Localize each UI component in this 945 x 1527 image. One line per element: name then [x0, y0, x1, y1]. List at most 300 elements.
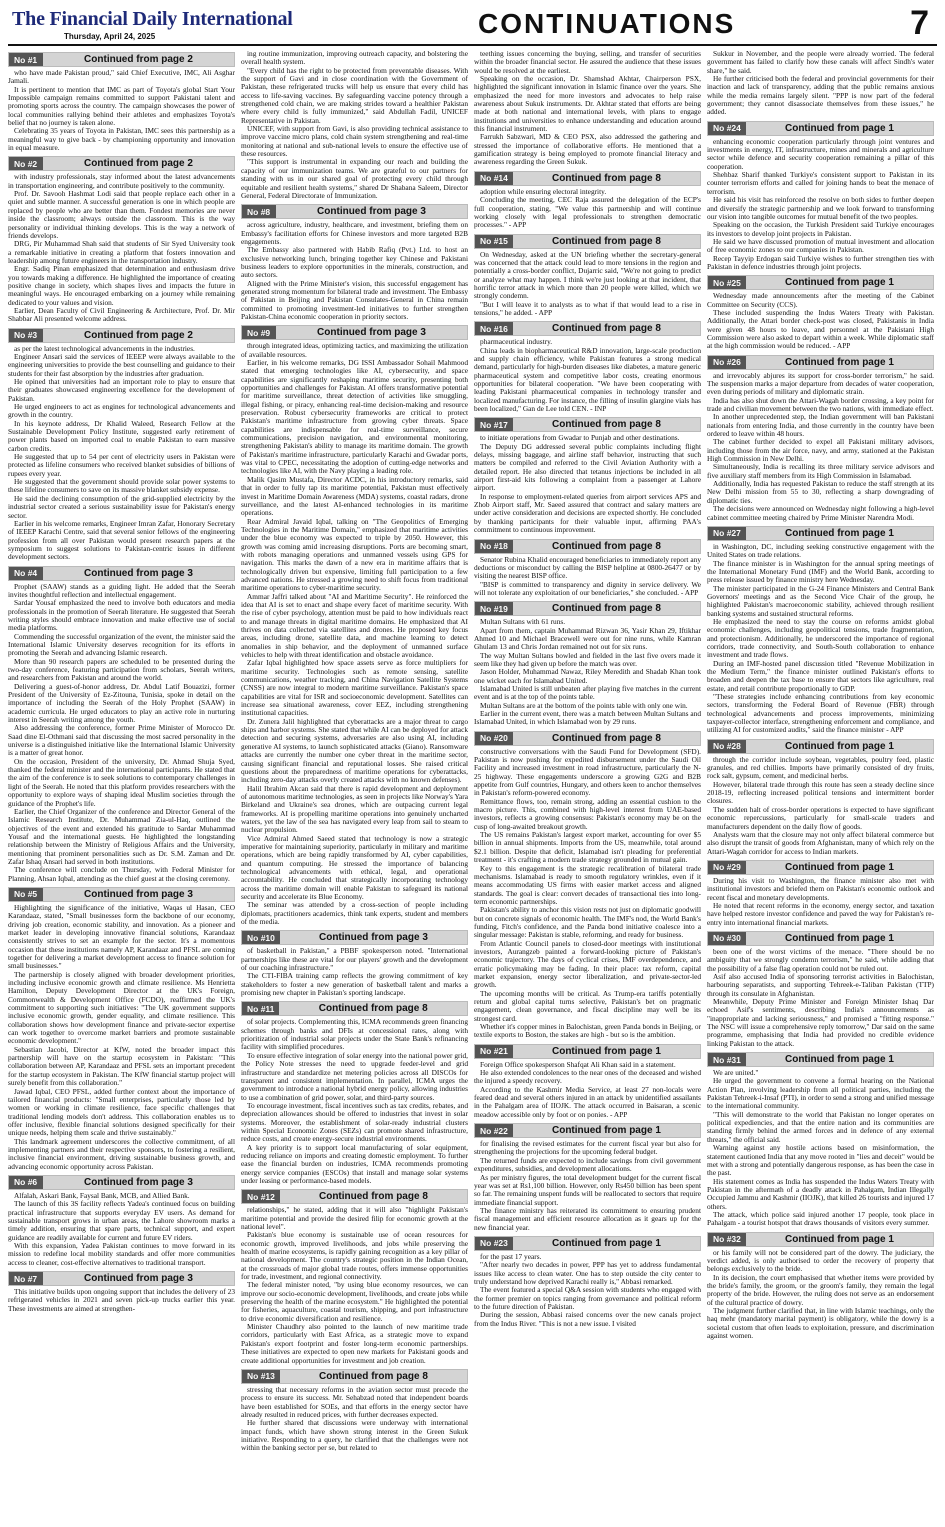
story-paragraph: In another unprecedented step, the Indian government will ban Pakistani nationals from entering India, and those currently in the country have been ordered to leave within 48 hours. — [707, 412, 934, 439]
continuation-story — [8, 1175, 235, 1267]
story-number: No #3 — [9, 329, 43, 342]
continuation-story — [474, 1044, 701, 1119]
story-body — [241, 1018, 468, 1185]
story-paragraph: Alfalah, Askari Bank, Faysal Bank, MCB, and Allied Bank. — [14, 1190, 190, 1200]
story-body — [707, 1069, 934, 1228]
continuation-story — [474, 171, 701, 230]
story-paragraph: Sukkur in November, and the people were already worried. The federal government has failed to clarify how these canals will affect Sindh's water share," he said. — [707, 50, 934, 75]
story-paragraph: Engr. Sadiq Pinan emphasized that determination and enthusiasm drive you towards making a difference. He highlighted the importance of creating positive change in society, which shapes lives and impacts the future in meaningful ways. He encouraged embarking on a journey while remaining dedicated to your values and vision. — [8, 264, 235, 307]
story-number: No #11 — [242, 1002, 279, 1015]
continued-from-label: Continued from page 1 — [551, 1237, 661, 1249]
story-paragraph: In response to employment-related queries from airport services APS and Zhob Airport staff, Mr. Saeed assured that contract and salary matters are under active consideration and decisions are expected shortly. He concluded by thanking participants for their valuable input, affirming PAA's commitment to continuous improvement. — [474, 491, 701, 535]
story-paragraph: The seminar was attended by a cross-section of people including diplomats, practitioners academics, think tank experts, student and members of the media. — [241, 900, 468, 927]
story-paragraph: Jawad Iqbal, CEO PFSL, added further context about the importance of tailored financial products: "Small enterprises, particularly those led by women or working in climate resilience, face specific challenges that traditional lending models don't address. This collaboration enables us to offer inclusive, flexible financial solutions designed specifically for their unique needs, helping them scale and thrive sustainably." — [8, 1086, 235, 1138]
masthead — [8, 4, 937, 46]
story-number: No #4 — [9, 567, 43, 580]
story-body — [474, 338, 701, 413]
story-paragraph: To ensure effective integration of solar energy into the national power grid, the Policy Note stresses the need to upgrade feeder-level and grid infrastructure and standardize net metering policies across all DISCOs for transparent and consistent implementation. In parallel, ICMA urges the government to introduce a national hybrid energy policy, allowing industries to use a combination of grid power, solar, and third-party sources. — [241, 1050, 468, 1102]
story-paragraph: with industry professionals, stay informed about the latest advancements in transportation engineering, and contribute positively to the community. — [8, 172, 235, 190]
story-body — [8, 173, 235, 323]
story-paragraph: "This will demonstrate to the world that Pakistan no longer operates on political expediencies, and that the entire nation and its communities are standing firmly behind the armed forces and in defence of any external threats," the official said. — [707, 1109, 934, 1144]
story-paragraph: Prof. Dr. Savooh Hashmat Lodi said that people replace each other in a quiet and subtle manner. A successful generation is one in which people are replaced by people who are better than them. Fondest memories are never inside the classroom; always outside the classroom. This is the way personality or individual thinking develops. This is the way a network of friends develops. — [8, 189, 235, 240]
story-body — [8, 583, 235, 883]
story-paragraph: The attack, which police said injured another 17 people, took place in Pahalgam - a tourist hotspot that draws thousands of visitors every summer. — [707, 1209, 934, 1228]
continuation-header — [241, 930, 468, 945]
story-paragraph: To encourage investment, fiscal incentives such as tax credits, rebates, and depreciation allowances should be offered to industries that invest in solar systems. Moreover, the establishment of solar-ready industrial clusters within Special Economic Zones (SEZs) can promote shared infrastructure, reduce costs, and create energy-secure industrial environments. — [241, 1100, 468, 1144]
story-paragraph: The finance minister is in Washington for the annual spring meetings of the International Monetary Fund (IMF) and the World Bank, according to press release issued by finance ministry here Wednesday. — [707, 558, 934, 585]
continuation-header — [241, 1001, 468, 1016]
story-paragraph: Commending the successful organization of the event, the minister said the International Islamic University deserves recognition for its efforts in promoting the Seerah and advancing Islamic research. — [8, 631, 235, 658]
story-paragraph: During his visit to Washington, the finance minister also met with institutional investors and briefed them on Pakistan's economic outlook and recent fiscal and monetary developments. — [707, 875, 934, 902]
story-number: No #7 — [9, 1272, 43, 1285]
continued-from-label: Continued from page 1 — [784, 277, 894, 289]
continuation-header — [707, 860, 934, 875]
continued-from-label: Continued from page 8 — [551, 603, 661, 615]
story-paragraph: India has also shut down the Attari-Wagah border crossing, a key point for trade and civilian movement between the two nations, with immediate effect. — [707, 395, 934, 414]
story-body — [474, 748, 701, 1040]
continuation-header — [474, 171, 701, 186]
continued-from-label: Continued from page 1 — [784, 356, 894, 368]
story-number: No #28 — [708, 740, 746, 753]
story-paragraph: Malik Qasim Mustafa, Director ACDC, in his introductory remarks, said that in order to fully tap its maritime potential, Pakistan must effectively invest in Maritime Domain Awareness (MDA) systems, coastal radars, drone surveillance, and the latest AI-enhanced technologies in its maritime operations. — [241, 474, 468, 518]
story-paragraph: Delivering a guest-of-honor address, Dr. Abdul Latif Bouazizi, former President of the University of Ez-Zitouna, Tunisia, spoke in detail on the importance of including the Seerah of the Holy Prophet (SAAW) in academic curricula. He urged educators to play an active role in nurturing interest in Seerah writing among the youth. — [8, 681, 235, 725]
story-paragraph: These included suspending the Indus Waters Treaty with Pakistan. Additionally, the Attari border check-post was closed, Pakistanis in India were given 48 hours to leave, and personnel at the Pakistani High Commission were also asked to depart within a week. While diplomatic staff at the high commission would be reduced. - APP — [707, 307, 934, 351]
continued-from-label: Continued from page 8 — [318, 1191, 428, 1203]
story-body — [707, 138, 934, 272]
story-number: No #2 — [9, 157, 43, 170]
continuation-header — [241, 204, 468, 219]
story-body — [707, 756, 934, 856]
story-number: No #21 — [475, 1045, 513, 1058]
column-1 — [8, 50, 235, 1522]
continuation-story — [8, 887, 235, 1171]
story-paragraph: China leads in biopharmaceutical R&D innovation, large-scale production and supply chain efficiency, while Pakistan features a strong medical demand, particularly for high-burden diseases like diabetes, a mature generic pharmaceutical system and competitive labor costs, creating enormous opportunities for bilateral cooperation. "We have been cooperating with leading Pakistani pharmaceutical companies in technology transfer and localized manufacturing. For instance, the filling of insulin glargine vials has been localized," Gan de Lee told CEN. - INP — [474, 345, 701, 414]
story-paragraph: Ammar Jaffri talked about "AI and Maritime Security". He reinforced the idea that AI is set to enact and shape every facet of maritime security. With the rise of cyber psychology, attention must be paid to how individuals react to and manage threats in digital maritime domains. He emphasized that AI thrives on data collected via satellites and drones. He proposed key focus areas, including drone, satellite data, and machine learning to detect anomalies in ship behavior, and the deployment of unmanned surface vehicles to help with threat identification and obstacle avoidance. — [241, 591, 468, 660]
story-body — [241, 342, 468, 926]
story-paragraph: The way Multan Sultans bowled and fielded in the last five overs made it seem like they had given up before the match was over. — [474, 650, 701, 668]
story-paragraph: relationships," he stated, adding that it will also "highlight Pakistan's maritime potential and provide the desired filip for economic growth at the national level". — [241, 1205, 468, 1231]
continued-from-label: Continued from page 3 — [84, 1273, 193, 1285]
story-paragraph: Aligned with the Prime Minister's vision, this successful engagement has generated strong momentum for bilateral trade and investment. The Embassy of Pakistan in Beijing and Pakistan Consulates-General in China remain committed to promoting investment-led initiatives to further strengthen Pakistan-China economic cooperation in priority sectors. — [241, 278, 468, 321]
continuation-story — [707, 275, 934, 350]
continuation-header — [474, 234, 701, 249]
story-paragraph: Zafar Iqbal highlighted how space assets serve as force multipliers for maritime security. Technologies such as remote sensing, satellite communications, weather tracking, and China Navigation Satellite Systems (CNSS) are now integral to modern maritime surveillance. Pakistan's space capabilities are vital for ISR and socioeconomic development. Satellites can increase sea situational awareness, cover EEZ, including strengthening institutional capacities. — [241, 658, 468, 718]
continuation-header — [707, 1232, 934, 1247]
story-paragraph: Jason Holder, Muhammad Nawaz, Riley Meredith and Shadab Khan took one wicket each for Islamabad United. — [474, 667, 701, 685]
story-body — [241, 1386, 468, 1453]
story-paragraph: Wednesday made announcements after the meeting of the Cabinet Committee on Security (CCS). — [707, 291, 934, 309]
story-body — [707, 292, 934, 350]
story-paragraph: During an IMF-hosted panel discussion titled "Revenue Mobilization in the Medium Term," the finance minister outlined Pakistan's efforts to broaden and deepen the tax base to ensure that sectors like agriculture, real estate, and retail contribute proportionally to GDP. — [707, 658, 934, 693]
continuation-story — [474, 1123, 701, 1232]
story-paragraph: for the past 17 years. — [480, 1251, 542, 1261]
continuation-header — [474, 1236, 701, 1251]
story-paragraph: "After nearly two decades in power, PPP has yet to address fundamental issues like access to clean water. One has to step outside the city center to truly understand how deprived Karachi really is," Abbasi remarked. — [474, 1260, 701, 1286]
story-number: No #22 — [475, 1124, 513, 1137]
story-paragraph: The cabinet further decided to expel all Pakistani military advisors, including those from the air force, navy, and army, stationed at the Pakistan High Commission in New Delhi. — [707, 437, 934, 464]
continued-from-label: Continued from page 3 — [84, 1176, 193, 1188]
story-paragraph: From Atlantic Council panels to closed-door meetings with institutional investors, Aurangzeb painted a forward-looking picture of Pakistan's economic trajectory. The days of cyclical crises, IMF overdependence, and erratic policymaking may be fading. In their place: tax reform, capital market expansion, energy sector liberalization, and private-sector-led growth. — [474, 938, 701, 990]
story-paragraph: The event featured a special Q&A session with students who engaged with the former premier on topics ranging from governance and political reform to the future direction of Pakistan. — [474, 1285, 701, 1311]
continuation-story — [8, 328, 235, 562]
story-paragraph: in Washington, DC, including seeking constructive engagement with the United States on trade relations. — [707, 541, 934, 560]
story-paragraph: He suggested that the government should provide solar power systems to these lifeline consumers to save on its massive blanket subsidy expense. — [8, 477, 235, 495]
continuation-story — [241, 1369, 468, 1453]
story-body — [707, 543, 934, 735]
story-number: No #15 — [475, 235, 513, 248]
story-paragraph: He further shared that discussions were underway with international impact funds, which have shown strong interest in the Green Sukuk initiative. Responding to a query, he clarified that the challenges were not within the banking sector per se, but related to — [241, 1418, 468, 1453]
story-body — [474, 1140, 701, 1232]
story-paragraph: Earlier in the current event, there was a match between Multan Sultans and Islamabad United, in which Islamabad won by 29 runs. — [474, 709, 701, 727]
continued-from-label: Continued from page 3 — [84, 888, 193, 900]
story-paragraph: He urged the government to convene a formal hearing on the National Action Plan, involving leadership from all political parties, including the Pakistan Tehreek-i-Insaf (PTI), in order to send a strong and unified message to the international community. — [707, 1076, 934, 1111]
continued-from-label: Continued from page 8 — [551, 323, 661, 335]
story-paragraph: Foreign Office spokesperson Shafqat Ali Khan said in a statement. — [480, 1059, 676, 1069]
story-body — [474, 556, 701, 598]
story-number: No #8 — [242, 205, 276, 218]
continued-from-label: Continued from page 8 — [551, 732, 661, 744]
story-body — [707, 372, 934, 522]
story-paragraph: "This support is instrumental in expanding our reach and building the capacity of our immunization teams. We are grateful to our partners for standing with us in our shared goal of protecting every child through equitable and resilient health systems," shared Dr Shabana Saleem, Director General, Federal Directorate of Immunization. — [241, 157, 468, 200]
story-body — [707, 50, 934, 117]
continuation-header — [241, 1189, 468, 1204]
continuation-story — [707, 1232, 934, 1341]
continuation-header — [707, 121, 934, 136]
story-paragraph: ing routine immunization, improving outreach capacity, and bolstering the overall health system. — [241, 50, 468, 67]
story-paragraph: Warning against any hostile actions based on misinformation, the statement cautioned India that any move rooted in "lies and deceit" would be met with a strong and potentially dangerous response, as has been the case in the past. — [707, 1143, 934, 1178]
story-paragraph: Dr. Zunera Jalil highlighted that cyberattacks are a major threat to cargo ships and harbor systems. She stated that while AI can be deployed for attack detection and securing systems, adversaries are also using AI, including generative AI systems, to launch sophisticated attacks (Giano). Ransomware attacks are currently the number one cyber threat in the maritime sector, causing significant financial and reputational losses. She raised critical questions about the preparedness of maritime operations for cyberattacks, including zero-day attacks overly created attacks with no known defenses). — [241, 716, 468, 785]
continued-from-label: Continued from page 8 — [318, 1370, 428, 1382]
section-title: CONTINUATIONS — [478, 8, 736, 39]
story-paragraph: Meanwhile, Deputy Prime Minister and Foreign Minister Ishaq Dar echoed Asif's sentiments, describing India's announcements as "inappropriate and lacking seriousness," and promised a "fitting response." The NSC will issue a comprehensive reply tomorrow," Dar said on the same programme, emphasising that India had provided no credible evidence linking Pakistan to the attack. — [707, 997, 934, 1048]
story-number: No #18 — [475, 540, 513, 553]
continuation-story — [707, 860, 934, 927]
story-paragraph: Shehbaz Sharif thanked Turkiye's consistent support to Pakistan in its counter terrorism efforts and called for joining hands to beat the menace of terrorism. — [707, 170, 934, 196]
story-paragraph: Whether it's copper mines in Balochistan, green Panda bonds in Beijing, or textile exports to Boston, the stakes are high - but so is the ambition. — [474, 1022, 701, 1040]
story-paragraph: The Embassy also partnered with Habib Rafiq (Pvt.) Ltd. to host an exclusive networking lunch, bringing together key Chinese and Pakistani business leaders to explore opportunities in the minerals, construction, and auto sectors. — [241, 245, 468, 280]
story-paragraph: More than 90 research papers are scheduled to be presented during the two-day conference, featuring participation from scholars, Seerah writers, and researchers from Pakistan and around the world. — [8, 656, 235, 683]
continued-from-label: Continued from page 1 — [551, 1045, 661, 1057]
story-paragraph: Asif also accused India of sponsoring terrorist activities in Balochistan, harbouring separatists, and supporting Tehreek-e-Taliban Pakistan (TTP) through its consulate in Afghanistan. — [707, 971, 934, 998]
continuation-header — [707, 739, 934, 754]
continued-from-label: Continued from page 1 — [784, 1233, 894, 1245]
continuation-story — [474, 539, 701, 598]
continuation-story — [474, 321, 701, 413]
story-paragraph: Minister Chaudhry also pointed to the launch of new maritime trade corridors, particularly with East Africa, as a strategic move to expand Pakistan's export footprint and foster long-term economic partnerships. These initiatives are expected to open new markets for Pakistani goods and create additional opportunities for investment and job creation. — [241, 1322, 468, 1365]
story-paragraph: "BISP is committed to transparency and dignity in service delivery. We will not tolerate any exploitation of our beneficiaries," she concluded. - APP — [474, 579, 701, 597]
story-paragraph: pharmaceutical industry. — [480, 337, 553, 347]
story-paragraph: Vice Admiral Ahmed Saeed stated that technology is now a strategic imperative for maintaining superiority, particularly in military and maritime operations, which are being rapidly transformed by AI, cyber capabilities, and quantum computing. He stressed the importance of balancing technological advancements with ethical, legal, and operational accountability. He concluded that strategically incorporating technology across the maritime domain will enable Pakistan to safeguard its national security and accelerate its Blue Economy. — [241, 833, 468, 901]
story-body — [707, 948, 934, 1048]
continued-from-label: Continued from page 2 — [84, 54, 193, 65]
story-paragraph: Prophet (SAAW) stands as a guiding light. He added that the Seerah invites thoughtful reflection and intellectual engagement. — [8, 581, 235, 599]
continuation-header — [8, 1271, 235, 1286]
continuation-story — [707, 739, 934, 856]
story-paragraph: "These strategies include enhancing contributions from key economic sectors, transforming the Federal Board of Revenue (FBR) through technological advancements and process improvements, minimizing taxpayer-collector interface, strengthening enforcement and compliance, and utilizing AI for customized audits," said the finance minister - APP — [707, 692, 934, 735]
story-paragraph: He opined that universities had an important role to play to ensure that their graduates showcased engineering excellence for the development of Pakistan. — [8, 377, 235, 403]
continuation-header — [8, 887, 235, 902]
story-paragraph: Rear Admiral Javaid Iqbal, talking on "The Geopolitics of Emerging Technologies in the Maritime Domain," emphasized that maritime activities under the blue economy was expected to triple by 2050. However, this growth was coming amid increasing disruptions. Ports are becoming smart, with robots managing operations and unmanned vessels using GPS for navigation. This marks the dawn of a new era in maritime affairs that is technologically driven but expensive, limiting full participation to a few advanced nations. He stressed a growing need to shift focus from traditional maritime operations to cyber-maritime security. — [241, 516, 468, 593]
story-paragraph: During the session, Abbasi raised concerns over the new canals project from the Indus River. "This is not a new issue. I visited — [474, 1310, 701, 1328]
story-paragraph: Sardar Yousaf emphasized the need to involve both educators and media professionals in the promotion of Seerah literature. He suggested that Seerah writing styles should embrace innovation and make effective use of social media platforms. — [8, 598, 235, 633]
newspaper-name: The Financial Daily International — [12, 8, 293, 30]
continuation-header — [241, 1369, 468, 1384]
story-paragraph: The finance ministry has reiterated its commitment to ensuring prudent fiscal management and efficient resource allocation as it gears up for the new financial year. — [474, 1205, 701, 1232]
story-paragraph: "But I will leave it to analysts as to what if that would lead to a rise in tensions," he added. - APP — [474, 299, 701, 317]
story-body — [707, 1249, 934, 1341]
story-number: No #1 — [9, 53, 43, 66]
continuation-header — [474, 539, 701, 554]
continuation-story — [241, 930, 468, 997]
continued-from-label: Continued from page 1 — [784, 122, 894, 134]
continuation-story — [241, 204, 468, 321]
continued-from-label: Continued from page 1 — [784, 527, 894, 539]
continuation-header — [474, 731, 701, 746]
page-number: 7 — [910, 4, 929, 42]
story-body — [474, 434, 701, 534]
continuation-story — [707, 50, 934, 117]
continued-from-label: Continued from page 8 — [551, 172, 661, 184]
story-paragraph: or his family will not be considered part of the dowry. The judiciary, the verdict added, is only authorised to order the recovery of property that belongs exclusively to the bride. — [707, 1247, 934, 1274]
story-paragraph: Concluding the meeting, CEC Raja assured the delegation of the ECP's full cooperation, stating, "We value this partnership and will continue working closely with legal professionals to strengthen democratic processes." - APP — [474, 195, 701, 230]
continuation-story — [8, 566, 235, 883]
story-number: No #32 — [708, 1233, 746, 1246]
story-body — [8, 904, 235, 1171]
story-paragraph: The upcoming months will be critical. As Trump-era tariffs potentially return and global capital turns selective, Pakistan's bet on pragmatic engagement, clean governance, and fiscal discipline may well be its strongest card. — [474, 988, 701, 1023]
story-number: No #30 — [708, 932, 746, 945]
story-paragraph: Also addressing the conference, former Prime Minister of Morocco Dr. Saad dine El-Othmani said that discussing the most sacred personality in the universe is a distinguished initiative like the International Islamic University is a matter of great honor. — [8, 723, 235, 758]
continuation-story — [474, 731, 701, 1040]
story-paragraph: DRG, Pir Muhammad Shah said that students of Sir Syed University took a remarkable initiative in creating a platform that fosters innovation and leadership among future engineers in the transportation industry. — [8, 239, 235, 265]
continuation-story — [474, 50, 701, 167]
story-body — [8, 1192, 235, 1267]
continuation-story — [241, 1001, 468, 1185]
story-paragraph: He noted that recent reforms in the economy, energy sector, and taxation have helped restore investor confidence and paved the way for Pakistan's re-entry into international financial markets. — [707, 900, 934, 927]
story-paragraph: Key to this engagement is the strategic recalibration of bilateral trade mechanisms. Islamabad is ready to smooth regulatory wrinkles, even if it means accommodating US firms with easier market access and aligned standards. The goal is clear: convert decades of transactional ties into long-term economic partnerships. — [474, 863, 701, 906]
story-body — [474, 188, 701, 230]
story-paragraph: as per the latest technological advancements in the industries. — [14, 343, 195, 353]
story-paragraph: "Every child has the right to be protected from preventable diseases. With the support of Gavi and in close coordination with the Government of Pakistan, these refrigerated trucks will help us ensure that every child has access to life-saving vaccines. By safeguarding vaccine potency through a strengthened cold chain, we are making strides toward a healthier Pakistan where every child is fully immunized," said Abdullah Fadil, UNICEF Representative in Pakistan. — [241, 65, 468, 125]
story-number: No #9 — [242, 326, 276, 339]
continued-from-label: Continued from page 8 — [551, 419, 661, 431]
story-paragraph: As per ministry figures, the total development budget for the current fiscal year was set at Rs1,100 billion. However, only Rs450 billion has been spent so far. The remaining unspent funds will be reallocated to sectors that require immediate financial support. — [474, 1172, 701, 1207]
story-paragraph: Earlier, in his welcome remarks, DG ISSI Ambassador Sohail Mahmood stated that emerging technologies like AI, cybersecurity, and space capabilities are significantly reshaping maritime security, presenting both opportunities and challenges for Pakistan. AI offers transformative potential for maritime surveillance, threat detection of activities like smuggling, illegal fishing, or piracy, enhancing real-time decision-making and resource preservation. Robust cybersecurity frameworks are critical to protect Pakistan's maritime infrastructure from growing cyber threats. Space capabilities are indispensable for real-time surveillance, secure communications, precision navigation, and environmental monitoring, strengthening Pakistan's ability to manage its maritime domain. The growth of Pakistan's maritime infrastructure, particularly Karachi and Gwadar ports, was vital to CPEC, necessitating the adoption of cutting-edge networks and technologies like AI, with the Navy playing a leading role. — [241, 358, 468, 476]
story-paragraph: We are united." — [713, 1068, 759, 1078]
story-paragraph: through integrated ideas, optimizing tactics, and maximizing the utilization of available resources. — [241, 341, 468, 359]
story-paragraph: According to the Kashmir Media Service, at least 27 non-locals were feared dead and several others injured in an attack by unidentified assailants in the Pahalgam area of IIOJK. The attack occurred in Baisaran, a scenic meadow accessible only by foot or on ponies. - APP — [474, 1084, 701, 1119]
continued-from-label: Continued from page 1 — [784, 932, 894, 944]
continuation-story — [707, 931, 934, 1048]
story-body — [474, 1061, 701, 1119]
story-paragraph: for finalising the revised estimates for the current fiscal year but also for strengthening the projections for the upcoming federal budget. — [474, 1139, 701, 1157]
story-paragraph: In its decision, the court emphasised that whether items were provided by the bride's family, the groom, or the groom's family, they remain the legal property of the bride. However, the ruling does not serve as an endorsement of the cultural practice of dowry. — [707, 1272, 934, 1307]
continued-from-label: Continued from page 3 — [84, 567, 193, 579]
story-number: No #25 — [708, 276, 746, 289]
story-paragraph: With this expansion, Yadea Pakistan continues to move forward in its mission to redefine local mobility standards and offer more communities access to cleaner, cost-effective alternatives to traditional transport. — [8, 1241, 235, 1267]
story-body — [241, 221, 468, 321]
story-number: No #17 — [475, 418, 513, 431]
story-body — [474, 50, 701, 167]
story-paragraph: Multan Sultans with 61 runs. — [480, 617, 566, 627]
story-number: No #19 — [475, 602, 513, 615]
continuation-header — [474, 601, 701, 616]
story-paragraph: The US remains Pakistan's largest export market, accounting for over $5 billion in annual shipments. Imports from the US, meanwhile, total around $2.1 billion. Despite that deficit, Islamabad isn't pleading for preferential treatment - it's crafting a modern trade strategy grounded in mutual gain. — [474, 830, 701, 865]
continuation-header — [8, 52, 235, 67]
continuation-story — [474, 601, 701, 726]
story-body — [241, 947, 468, 997]
story-body — [241, 50, 468, 200]
story-number: No #20 — [475, 732, 513, 745]
story-number: No #27 — [708, 527, 746, 540]
story-paragraph: Engineer Ansari said the services of IEEEP were always available to the engineering universities to provide the best counselling and guidance to their students for their fast absorption by the industries after graduation. — [8, 351, 235, 378]
continuation-header — [8, 328, 235, 343]
story-paragraph: who have made Pakistan proud," said Chief Executive, IMC, Ali Asghar Jamali. — [8, 68, 235, 86]
story-paragraph: Senator Rubina Khalid encouraged beneficiaries to immediately report any deductions or misconduct by calling the BISP helpline at 0800-26477 or by visiting the nearest BISP office. — [474, 554, 701, 581]
continuation-header — [707, 1052, 934, 1067]
continuation-story — [474, 1236, 701, 1328]
continued-from-label: Continued from page 1 — [784, 861, 894, 873]
story-paragraph: The returned funds are expected to include savings from civil government expenditures, subsidies, and development allocations. — [474, 1155, 701, 1174]
story-number: No #31 — [708, 1053, 746, 1066]
story-number: No #12 — [242, 1190, 280, 1203]
story-paragraph: He also extended condolences to the near ones of the deceased and wished the injured a speedy recovery. — [474, 1068, 701, 1086]
story-body — [707, 877, 934, 927]
story-paragraph: Earlier, Dean Faculty of Civil Engineering & Architecture, Prof. Dr. Mir Shabbar Ali presented welcome address. — [8, 305, 235, 324]
continuation-story — [707, 355, 934, 522]
story-paragraph: However, bilateral trade through this route has seen a steady decline since 2018-19, reflecting increased political tensions and intermittent border closures. — [707, 779, 934, 806]
continuation-story — [474, 417, 701, 534]
continuation-header — [707, 275, 934, 290]
story-number: No #23 — [475, 1237, 513, 1250]
story-paragraph: His statement comes as India has suspended the Indus Waters Treaty with Pakistan in the aftermath of a deadly attack in Pahalgam, Indian Illegally Occupied Jammu and Kashmir (IIOJK), that killed 26 tourists and injured 17 others. — [707, 1176, 934, 1211]
story-paragraph: Highlighting the significance of the initiative, Waqas ul Hasan, CEO Karandaaz, stated, "Small businesses form the backbone of our economy, driving job creation, economic stability, and innovation. As a pioneer and market leader in developing innovative financial solutions, Karandaaz consistently strives to set an example for the sector. It's a momentous occasion that these institutions namely AP, Karandaaz and PFSL are coming together for delivering a market development access to finance solution for small businesses." — [8, 902, 235, 971]
continuation-story — [707, 1052, 934, 1228]
continuation-story — [8, 156, 235, 323]
continuation-story — [241, 325, 468, 926]
story-paragraph: enhancing economic cooperation particularly through joint ventures and investments in energy, IT, infrastructure, mines and minerals and agriculture sector while defence and security cooperation remaining a pillar of this cooperation. — [707, 136, 934, 171]
continuation-header — [474, 1044, 701, 1059]
continuation-header — [474, 321, 701, 336]
continuation-header — [707, 931, 934, 946]
story-body — [8, 69, 235, 152]
story-paragraph: This initiative builds upon ongoing support that includes the delivery of 23 refrigerated vehicles in 2021 and seven pick-up trucks earlier this year. These investments are aimed at strengthen- — [8, 1287, 235, 1313]
continuation-story — [8, 52, 235, 152]
story-number: No #13 — [242, 1370, 280, 1383]
story-paragraph: Pakistan's blue economy is sustainable use of ocean resources for economic growth, improved livelihoods, and jobs while preserving the health of marine ecosystems, is rapidly gaining recognition as a key pillar of national development. The country's strategic position in the Indian Ocean, at the crossroads of major global trade routes, offers immense opportunities for trade, investment, and regional connectivity. — [241, 1230, 468, 1282]
story-paragraph: through the corridor include soybean, vegetables, poultry feed, plastic granules, and red chillies. Imports have primarily consisted of dry fruits, rock salt, gypsum, cement, and medicinal herbs. — [707, 754, 934, 781]
story-paragraph: of solar projects. Complementing this, ICMA recommends green financing schemes through banks and DFIs at concessional rates, along with prioritization of industrial solar projects under the State Bank's refinancing facility with simplified procedures. — [241, 1017, 468, 1052]
continued-from-label: Continued from page 1 — [551, 1125, 661, 1137]
story-paragraph: been one of the worst victims of the menace. "There should be no ambiguity that we strongly condemn terrorism," he said, while adding that the possibility of a false flag operation could not be ruled out. — [707, 946, 934, 973]
story-paragraph: In his keynote address, Dr Khalid Waleed, Research Fellow at the Sustainable Development Policy Institute, suggested early retirement of power plants based on imported coal to enable Pakistan to earn massive carbon credits. — [8, 418, 235, 453]
story-paragraph: The minister participated in the G-24 Finance Ministers and Central Bank Governors' meetings and as the Second Vice Chair of the group, he highlighted Pakistan's macroeconomic stability, achieved through resilient banking systems and sustained structural reforms. — [707, 583, 934, 618]
continuation-header — [241, 325, 468, 340]
story-paragraph: He urged engineers to act as engines for technological advancements and growth in the country. — [8, 402, 235, 420]
continuation-header — [8, 156, 235, 171]
story-paragraph: Remittance flows, too, remain strong, adding an essential cushion to the macro picture. This, combined with high-level interest from UAE-based investors, reflects a growing consensus: Pakistan's economy may be on the cusp of long-awaited breakout growth. — [474, 796, 701, 831]
story-paragraph: constructive conversations with the Saudi Fund for Development (SFD). Pakistan is now pushing for expedited disbursement under the Saudi Oil Facility and increased investment in road infrastructure, particularly the N-25 highway. These engagements underscore a growing G2G and B2B appetite from Gulf countries, Hungary, and others keen to anchor themselves in Pakistan's reform-powered economy. — [474, 746, 701, 798]
continued-from-label: Continued from page 3 — [318, 932, 428, 944]
story-paragraph: Farrukh Sabzwari, MD & CEO PSX, also addressed the gathering and stressed the importance of collaborative efforts. He mentioned that a gamification strategy is being employed to promote financial literacy and awareness regarding the Green Sukuk. — [474, 132, 701, 167]
continuation-story — [241, 1189, 468, 1365]
story-paragraph: The launch of this 3S facility reflects Yadea's continued focus on building practical infrastructure that supports everyday EV users. As demand for sustainable transport grows in urban areas, the Lahore showroom marks a timely addition, ensuring that spare parts, technical support, and expert guidance are readily available for current and future EV riders. — [8, 1199, 235, 1242]
continued-from-label: Continued from page 2 — [84, 329, 193, 341]
continued-from-label: Continued from page 1 — [784, 740, 894, 752]
continuation-story — [707, 121, 934, 272]
story-body — [474, 1253, 701, 1328]
story-paragraph: Apart from them, captain Muhammad Rizwan 36, Yasir Khan 29, Iftikhar Ahmed 10 and Michael Bracewell were out for nine runs, while Kamran Ghulam 13 and Chris Jordan remained not out for six runs. — [474, 625, 701, 652]
story-number: No #29 — [708, 861, 746, 874]
story-paragraph: Earlier in his welcome remarks, Engineer Imran Zafar, Honorary Secretary of IEEEP Karachi Centre, said that several senior fellows of the engineering profession from all over Pakistan would present research papers at the symposium to suggest solutions to Pakistan-centric issues in different development sectors. — [8, 518, 235, 562]
story-paragraph: A key priority is to support local manufacturing of solar equipment, reducing reliance on imports and creating domestic employment. To further ease the financial burden on industries, ICMA recommends promoting energy service companies (ESCOs) that install and manage solar systems under leasing or performance-based models. — [241, 1142, 468, 1185]
story-body — [241, 1206, 468, 1365]
continued-from-label: Continued from page 8 — [318, 1003, 428, 1015]
column-3 — [474, 50, 701, 1522]
continued-from-label: Continued from page 8 — [551, 540, 661, 552]
story-paragraph: He suggested that up to 54 per cent of electricity users in Pakistan were protected as lifeline consumers who received blanket subsidies of billions of rupees every year. — [8, 452, 235, 478]
continuation-story — [707, 526, 934, 735]
story-paragraph: He said his visit has reinforced the resolve on both sides to further deepen and diversify the strategic partnership and we look forward to transforming our vision into tangible outcomes for mutual benefit of the two peoples. — [707, 195, 934, 221]
story-number: No #14 — [475, 172, 513, 185]
story-paragraph: Multan Sultans are at the bottom of the points table with only one win. — [480, 700, 688, 710]
story-paragraph: The Deputy DG addressed several public complaints including flight delays, missing baggage, and airline staff behavior, instructing that such matters be compiled and referred to the Civil Aviation Authority with a detailed report. He also directed that tetanus injections be included in all airport first-aid kits following a complaint from a passenger at Lahore airport. — [474, 441, 701, 493]
column-2 — [241, 50, 468, 1522]
story-paragraph: Speaking on the occasion, the Turkish President said Turkiye encourages its investors to develop joint projects in Pakistan. — [707, 220, 934, 238]
story-body — [8, 345, 235, 562]
story-paragraph: Sebastian Jacobi, Director at KfW, noted the broader impact this partnership will have on the startup ecosystem in Pakistan: "This collaboration between AP, Karandaaz and PFSL sets an important precedent for the startup ecosystem in Pakistan. The KfW financial startup project will surely benefit from this collaboration." — [8, 1044, 235, 1088]
story-paragraph: and irrevocably abjures its support for cross-border terrorism," he said. The suspension marks a major departure from decades of water cooperation, even during periods of military and diplomatic strain. — [707, 370, 934, 397]
continuation-header — [8, 1175, 235, 1190]
story-paragraph: He said we have discussed promotion of mutual investment and allocation of free economic zones to our companies in Pakistan. — [707, 236, 934, 255]
continued-from-label: Continued from page 3 — [317, 327, 426, 339]
continuation-header — [474, 417, 701, 432]
story-paragraph: It is pertinent to mention that IMC as part of Toyota's global Start Your Impossible campaign remains committed to support Pakistani talent and promoting sports across the country. The campaign showcases the power of local communities rallying behind their athletes and emphasizes Toyota's belief that no journey is taken alone. — [8, 84, 235, 128]
story-number: No #24 — [708, 122, 746, 135]
continuation-header — [8, 566, 235, 581]
story-paragraph: The partnership is closely aligned with broader development priorities, including inclusive economic growth and climate resilience. Ms Henrietta Hamilton, Deputy Development Director at the UK's Foreign, Commonwealth & Development Office (FCDO), reaffirmed the UK's commitment to supporting such initiatives: "The UK government supports inclusive economic growth, gender equality, and climate resilience. This collaboration shows how development finance and private-sector expertise can work together to overcome market barriers and promote sustainable economic development." — [8, 969, 235, 1046]
story-paragraph: On the occasion, President of the university, Dr. Ahmad Shuja Syed, thanked the federal minister and the international participants. He stated that the aim of the conference is to seek solutions to contemporary challenges in light of the Seerah. He noted that this platform provides researchers with the opportunity to explore ways of shaping ideal Muslim societies through the guidance of the Prophet's life. — [8, 756, 235, 808]
story-body — [474, 251, 701, 318]
story-paragraph: teething issues concerning the buying, selling, and transfer of securities within the broader financial sector. He assured the audience that these issues would be resolved at the earliest. — [474, 50, 701, 75]
continuation-header — [474, 1123, 701, 1138]
story-paragraph: He emphasized the need to stay the course on reforms amidst global economic challenges, including geopolitical tensions, trade fragmentation, and protectionism. Additionally, he underscored the importance of regional corridors, trade connectivity, and South-South collaboration to enhance investment and trade flows. — [707, 616, 934, 660]
story-paragraph: Earlier, the Chief Organizer of the conference and Director General of the Islamic Research Institute, Dr. Muhammad Zia-ul-Haq, outlined the objectives of the event and extended his gratitude to Sardar Muhammad Yousaf and the international guests. He highlighted the longstanding relationship between the Ministry of Religious Affairs and the University, mentioning that prominent personalities such as Dr. S.M. Zaman and Dr. Zafar Ishaq Ansari had served in both institutions. — [8, 806, 235, 866]
story-paragraph: On Wednesday, asked at the UN briefing whether the secretary-general was concerned that the attack could lead to more tensions in the region and potentially a cross-border conflict, Dujarric said, "We're not going to predict or analyze what may happen. I think we're just looking at that incident, that horrific terror attack in which more than 20 people were killed, which we strongly condemn. — [474, 249, 701, 301]
story-paragraph: UNICEF, with support from Gavi, is also providing technical assistance to improve vaccine micro plans, cold chain system strengthening and real-time monitoring at national and sub-national levels to ensure the effective use of these resources. — [241, 124, 468, 159]
story-body — [8, 1288, 235, 1313]
story-paragraph: Simultaneously, India is recalling its three military service advisors and five auxiliary staff members from its High Commission in Islamabad. — [707, 462, 934, 480]
story-paragraph: Speaking on the occasion, Dr. Shamshad Akhtar, Chairperson PSX, highlighted the significant innovation in Islamic finance over the years. She emphasized the need for more investors and advocates to help raise awareness about Sukuk instruments. Dr. Akhtar stated that efforts are being made at both national and international levels, with plans to engage institutions and universities to enhance understanding and education around this financial instrument. — [474, 74, 701, 134]
story-paragraph: The judgment further clarified that, in line with Islamic teachings, only the haq mehr (mandatory marital payment) is obligatory, while the dowry is a societal custom that often leads to exploitation, pressure, and discrimination against women. — [707, 1306, 934, 1341]
columns-container — [8, 50, 937, 1522]
continuation-story — [474, 234, 701, 318]
story-body — [474, 618, 701, 726]
story-paragraph: Recep Tayyip Erdogan said Turkiye wishes to further strengthen ties with Pakistan in defence industries through joint projects. — [707, 253, 934, 271]
story-paragraph: The federal minister noted, "by using blue economy resources, we can improve our socio-economic development, livelihoods, and create jobs while preserving the health of the marine ecosystem." He highlighted the potential for fisheries, aquaculture, coastal tourism, shipping, and port infrastructure to drive economic diversification and resilience. — [241, 1280, 468, 1323]
column-4 — [707, 50, 934, 1522]
story-number: No #6 — [9, 1176, 43, 1189]
story-number: No #26 — [708, 356, 746, 369]
story-paragraph: across agriculture, industry, healthcare, and investment, briefing them on Embassy's facilitation efforts for Chinese investors and more targeted B2B engagements. — [241, 220, 468, 246]
issue-date: Thursday, April 24, 2025 — [64, 32, 156, 41]
continued-from-label: Continued from page 1 — [784, 1054, 894, 1066]
story-number: No #10 — [242, 931, 280, 944]
continuation-story — [241, 50, 468, 200]
story-paragraph: stressing that necessary reforms in the aviation sector must precede the process to ensure its success. Mr. Sehabzad noted that independent boards have been established for SOEs, and that efforts in the energy sector have already resulted in reduced prices, with further decreases expected. — [241, 1384, 468, 1419]
story-paragraph: He further criticised both the federal and provincial governments for their inaction and lack of transparency, adding that the public remains anxious while the media remains largely silent. "PPP is now part of the federal government; they cannot disassociate themselves from these issues," he added. — [707, 74, 934, 117]
story-paragraph: Celebrating 35 years of Toyota in Pakistan, IMC sees this partnership as a meaningful way to give back - by championing opportunity and innovation in equal measure. — [8, 126, 235, 153]
story-paragraph: The CTI-FIBA training camp reflects the growing commitment of key stakeholders to foster a new generation of basketball talent and marks a promising new chapter in Pakistan's sporting landscape. — [241, 971, 468, 998]
